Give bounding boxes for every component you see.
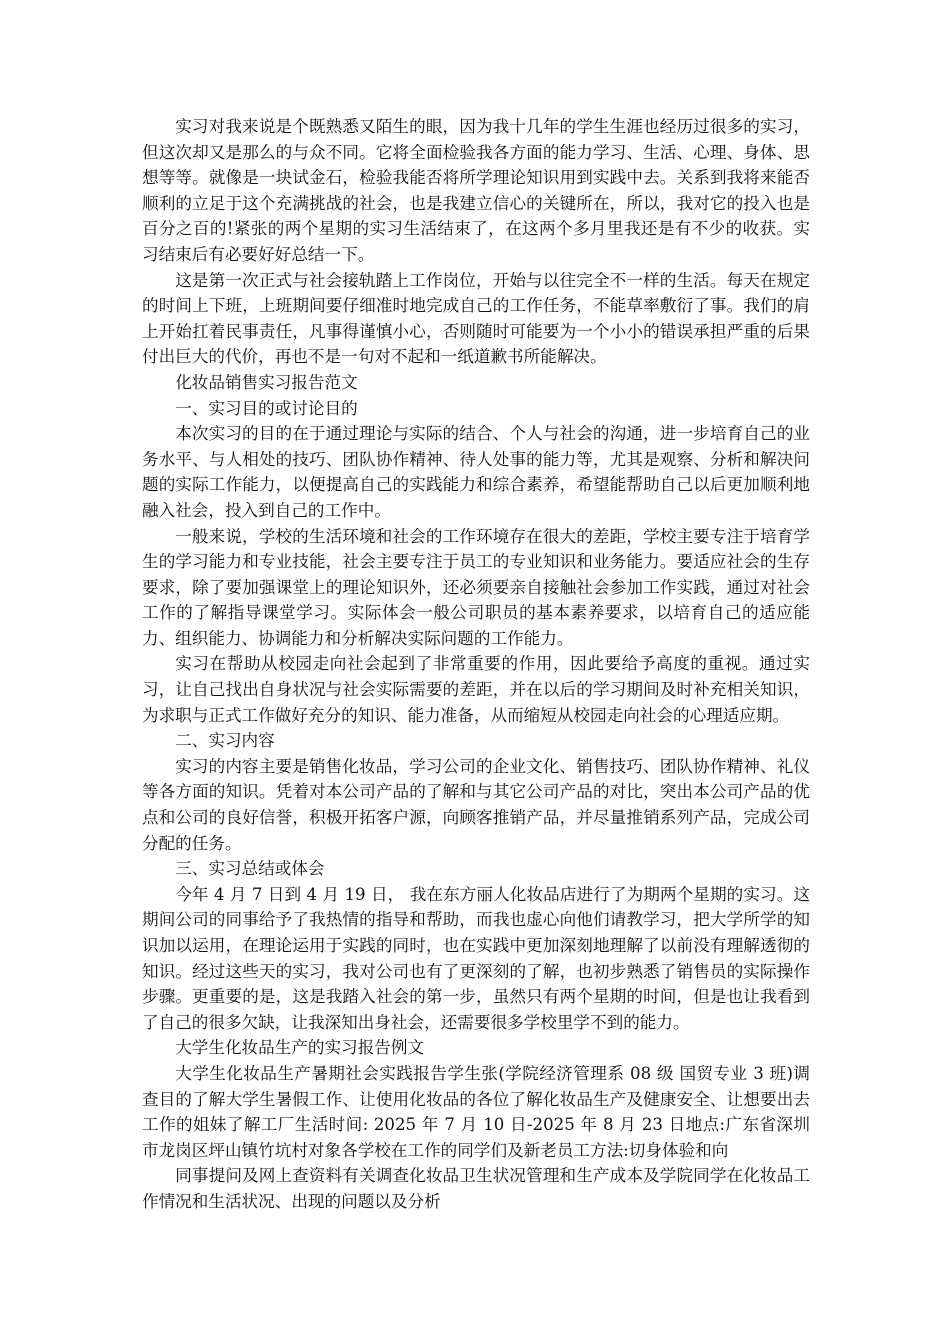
paragraph-importance: 实习在帮助从校园走向社会起到了非常重要的作用，因此要给予高度的重视。通过实习，让自己找出自身状况与社会实际需要的差距，并在以后的学习期间及时补充相关知识，为求职与正式工作做好充分的知识、能力准备，从而缩短从校园走向社会的心理适应期。 <box>142 654 810 725</box>
paragraph-summary: 今年 4 月 7 日到 4 月 19 日， 我在东方丽人化妆品店进行了为期两个星期的实习。这期间公司的同事给予了我热情的指导和帮助，而我也虚心向他们请教学习，把大学所学的知识加以运用，在理论运用于实践的同时，也在实践中更加深刻地理解了以前没有理解透彻的知识。经过这些天的实习，我对公司也有了更深刻的了解，也初步熟悉了销售员的实际操作步骤。更重要的是，这是我踏入社会的第一步，虽然只有两个星期的时间，但是也让我看到了自己的很多欠缺，让我深知出身社会，还需要很多学校里学不到的能力。 <box>142 884 810 1032</box>
paragraph-production-survey: 大学生化妆品生产暑期社会实践报告学生张(学院经济管理系 08 级 国贸专业 3 班)调查目的了解大学生暑假工作、让使用化妆品的各位了解化妆品生产及健康安全、让想要出去工作的姐妹了解工厂生活时间: 2025 年 7 月 10 日-2025 年 8 月 23 日地点:广东省深圳市龙岗区坪山镇竹坑村对象各学校在工作的同学们及新老员工方法:切身体验和向 <box>142 1063 810 1160</box>
section-title-sales-report: 化妆品销售实习报告范文 <box>175 372 358 392</box>
paragraph-content: 实习的内容主要是销售化妆品，学习公司的企业文化、销售技巧、团队协作精神、礼仪等各方面的知识。凭着对本公司产品的了解和与其它公司产品的对比，突出本公司产品的优点和公司的良好信誉，积极开拓客户源，向顾客推销产品，并尽量推销系列产品，完成公司分配的任务。 <box>142 756 810 853</box>
paragraph-purpose: 本次实习的目的在于通过理论与实际的结合、个人与社会的沟通，进一步培育自己的业务水平、与人相处的技巧、团队协作精神、待人处事的能力等，尤其是观察、分析和解决问题的实际工作能力，以便提高自己的实践能力和综合素养，希望能帮助自己以后更加顺利地融入社会，投入到自己的工作中。 <box>142 424 810 520</box>
paragraph-school-vs-society: 一般来说，学校的生活环境和社会的工作环境存在很大的差距，学校主要专注于培育学生的学习能力和专业技能，社会主要专注于员工的专业知识和业务能力。要适应社会的生存要求，除了要加强课堂上的理论知识外，还必须要亲自接触社会参加工作实践，通过对社会工作的了解指导课堂学习。实际体会一般公司职员的基本素养要求，以培育自己的适应能力、组织能力、协调能力和分析解决实际问题的工作能力。 <box>142 526 810 648</box>
heading-purpose: 一、实习目的或讨论目的 <box>175 398 358 418</box>
paragraph-intro: 实习对我来说是个既熟悉又陌生的眼，因为我十几年的学生生涯也经历过很多的实习，但这次却又是那么的与众不同。它将全面检验我各方面的能力学习、生活、心理、身体、思想等等。就像是一块试金石，检验我能否将所学理论知识用到实践中去。关系到我将来能否顺利的立足于这个充满挑战的社会，也是我建立信心的关键所在，所以，我对它的投入也是百分之百的!紧张的两个星期的实习生活结束了，在这两个多月里我还是有不少的收获。实习结束后有必要好好总结一下。 <box>142 117 810 264</box>
paragraph-first-job: 这是第一次正式与社会接轨踏上工作岗位，开始与以往完全不一样的生活。每天在规定的时间上下班，上班期间要仔细准时地完成自己的工作任务，不能草率敷衍了事。我们的肩上开始扛着民事责任，凡事得谨慎小心，否则随时可能要为一个小小的错误承担严重的后果付出巨大的代价，再也不是一句对不起和一纸道歉书所能解决。 <box>142 270 810 367</box>
heading-content: 二、实习内容 <box>175 731 275 751</box>
heading-summary: 三、实习总结或体会 <box>175 859 325 879</box>
section-title-production-report: 大学生化妆品生产的实习报告例文 <box>175 1038 425 1058</box>
paragraph-production-method: 同事提问及网上查资料有关调查化妆品卫生状况管理和生产成本及学院同学在化妆品工作情况和生活状况、出现的问题以及分析 <box>142 1166 810 1211</box>
document-body <box>142 114 810 1215</box>
